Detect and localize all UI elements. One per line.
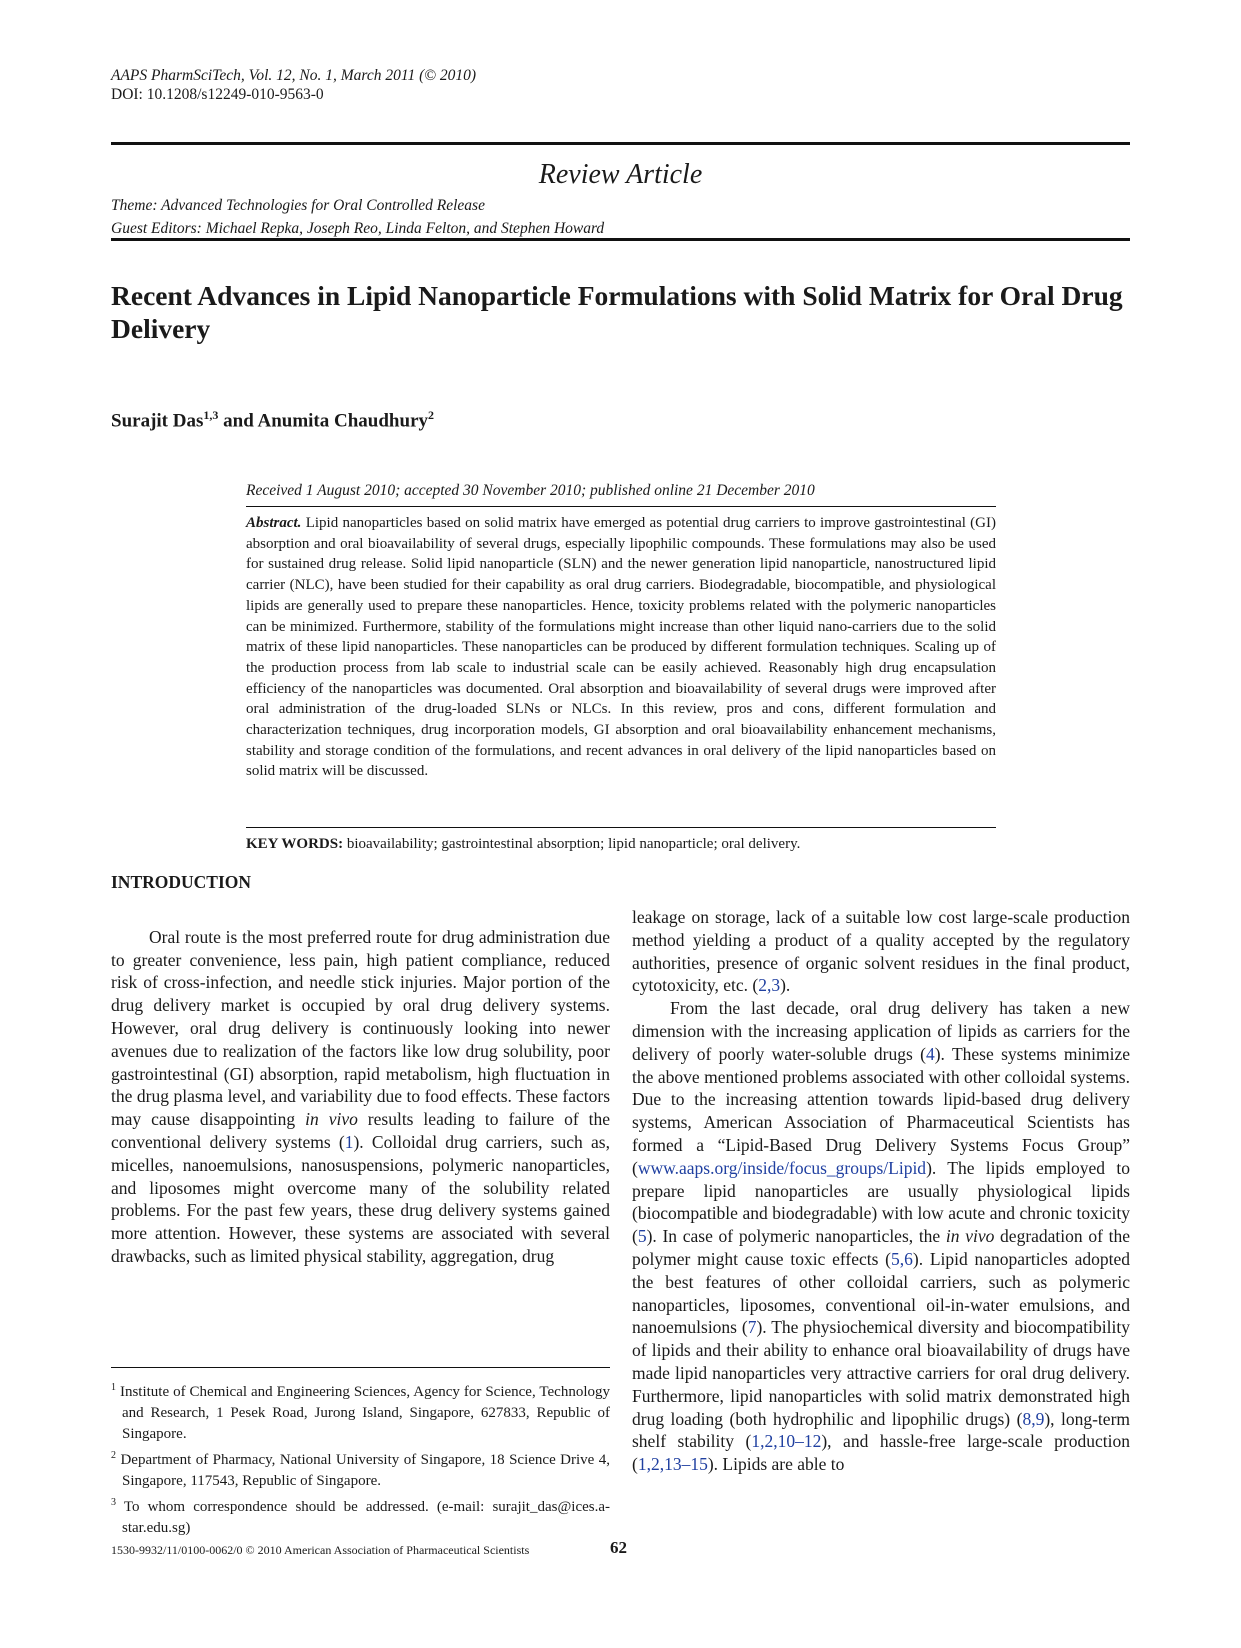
citation-link[interactable]: 8,9 [1022, 1408, 1045, 1429]
paragraph: Oral route is the most preferred route for drug administration due to greater convenience, less pain, high patient compliance, reduced risk of cross-infection, and needle stick injuries. Major portion of the drug delivery market is occupied by oral drug delivery systems. However, oral drug delivery is continuously looking into newer avenues due to realization of the factors like low drug solubility, poor gastrointestinal (GI) absorption, rapid metabolism, high fluctuation in the drug plasma level, and variability due to food effects. These factors may cause disappointing in vivo results leading to failure of the conventional delivery systems (1). Colloidal drug carriers, such as, micelles, nanoemulsions, nanosuspensions, polymeric nanoparticles, and liposomes might overcome many of the solubility related problems. For the past few years, these drug delivery systems gained more attention. However, these systems are associated with several drawbacks, such as limited physical stability, aggregation, drug [111, 926, 610, 1266]
footer-issn: 1530-9932/11/0100-0062/0 © 2010 American Association of Pharmaceutical Scientists [111, 1543, 530, 1557]
journal-header [111, 66, 476, 104]
abstract [246, 513, 996, 782]
theme: Theme: Advanced Technologies for Oral Controlled Release [111, 197, 485, 214]
affiliation-marker: 2 [428, 408, 434, 422]
paragraph: leakage on storage, lack of a suitable low cost large-scale production method yielding a product of a quality accepted by the regulatory authorities, presence of organic solvent residues in the final product, cytotoxicity, etc. (2,3). [632, 907, 1130, 996]
footnotes [111, 1377, 610, 1539]
italic-term: in vivo [945, 1226, 995, 1247]
journal-citation: AAPS PharmSciTech, Vol. 12, No. 1, March 2011 (© 2010) [111, 67, 477, 84]
footnote: $^2$ Department of Pharmacy, National University of Singapore, 18 Science Drive 4, Singapore, 117543, Republic of Singapore. [111, 1450, 611, 1489]
citation-link[interactable]: 5,6 [891, 1248, 913, 1269]
header-bottom-rule [111, 238, 1130, 241]
left-column [111, 871, 610, 1268]
doi[interactable]: DOI: 10.1208/s12249-010-9563-0 [111, 86, 324, 103]
citation-link[interactable]: 4 [925, 1043, 935, 1064]
top-rule [111, 142, 1130, 145]
received-dates: Received 1 August 2010; accepted 30 November 2010; published online 21 December 2010 [246, 482, 815, 499]
paragraph: From the last decade, oral drug delivery has taken a new dimension with the increasing application of lipids as carriers for the delivery of poorly water-soluble drugs (4). These systems minimize the above mentioned problems associated with other colloidal systems. Due to the increasing attention towards lipid-based drug delivery systems, American Association of Pharmaceutical Scientists has formed a “Lipid-Based Drug Delivery Systems Focus Group” (www.aaps.org/inside/focus_groups/Lipid). The lipids employed to prepare lipid nanoparticles are usually physiological lipids (biocompatible and biodegradable) with low acute and chronic toxicity (5). In case of polymeric nanoparticles, the in vivo degradation of the polymer might cause toxic effects (5,6). Lipid nanoparticles adopted the best features of other colloidal carriers, such as polymeric nanoparticles, liposomes, conventional oil-in-water emulsions, and nanoemulsions (7). The physiochemical diversity and biocompatibility of lipids and their ability to enhance oral bioavailability of drugs have made lipid nanoparticles very attractive carriers for oral drug delivery. Furthermore, lipid nanoparticles with solid matrix demonstrated high drug loading (both hydrophilic and lipophilic drugs) (8,9), long-term shelf stability (1,2,10–12), and hassle-free large-scale production (1,2,13–15). Lipids are able to [632, 998, 1131, 1475]
abstract-bottom-rule [246, 827, 996, 828]
abstract-label: Abstract. [246, 515, 302, 531]
keywords-text: bioavailability; gastrointestinal absorption; lipid nanoparticle; oral delivery. [346, 836, 801, 852]
authors [111, 408, 434, 432]
footnote-rule [111, 1367, 610, 1368]
italic-term: in vivo [305, 1109, 358, 1130]
abstract-text: Lipid nanoparticles based on solid matrix have emerged as potential drug carriers to improve gastrointestinal (GI) absorption and oral bioavailability of several drugs, especially lipophilic compounds. These formulations may also be used for sustained drug release. Solid lipid nanoparticle (SLN) and the newer generation lipid nanoparticle, nanostructured lipid carrier (NLC), have been studied for their capability as oral drug carriers. Biodegradable, biocompatible, and physiological lipids are generally used to prepare these nanoparticles. Hence, toxicity problems related with the polymeric nanoparticles can be minimized. Furthermore, stability of the formulations might increase than other liquid nano-carriers due to the solid matrix of these lipid nanoparticles. These nanoparticles can be produced by different formulation techniques. Scaling up of the production process from lab scale to industrial scale can be easily achieved. Reasonably high drug encapsulation efficiency of the nanoparticles was documented. Oral absorption and bioavailability of several drugs were improved after oral administration of the drug-loaded SLNs or NLCs. In this review, pros and cons, different formulation and characterization techniques, drug incorporation models, GI absorption and oral bioavailability enhancement mechanisms, stability and storage condition of the formulations, and recent advances in oral delivery of the lipid nanoparticles based on solid matrix will be discussed. [246, 515, 997, 780]
article-type: Review Article [538, 159, 703, 190]
keywords-label: KEY WORDS: [246, 836, 344, 852]
section-heading: INTRODUCTION [111, 872, 252, 892]
author-name[interactable]: Surajit Das [111, 410, 204, 432]
author-conjunction: and [223, 410, 254, 432]
guest-editors: Guest Editors: Michael Repka, Joseph Reo, Linda Felton, and Stephen Howard [111, 220, 605, 237]
affiliation-marker: 1,3 [203, 408, 219, 422]
citation-link[interactable]: 1,2,13–15 [637, 1454, 708, 1475]
citation-link[interactable]: 1,2,10–12 [751, 1431, 822, 1452]
page-number: 62 [610, 1538, 627, 1557]
abstract-top-rule [246, 506, 996, 507]
footnote: $^1$ Institute of Chemical and Engineering Sciences, Agency for Science, Technology and Research, 1 Pesek Road, Jurong Island, Singapore, 627833, Republic of Singapore. [111, 1382, 611, 1442]
theme-block [111, 194, 604, 240]
footnote: $^3$ To whom correspondence should be addressed. (e-mail: surajit_das@ices.a-star.edu.sg) [111, 1497, 610, 1536]
right-column [632, 906, 1130, 1476]
author-name[interactable]: Anumita Chaudhury [257, 410, 428, 432]
citation-link[interactable]: 7 [747, 1317, 757, 1338]
article-title: Recent Advances in Lipid Nanoparticle Formulations with Solid Matrix for Oral Drug Delivery [111, 280, 1123, 344]
citation-link[interactable]: 5 [637, 1226, 647, 1247]
keywords [246, 836, 996, 853]
citation-link[interactable]: 1 [344, 1131, 354, 1152]
url-link[interactable]: www.aaps.org/inside/focus_groups/Lipid [637, 1157, 927, 1178]
citation-link[interactable]: 2,3 [758, 975, 781, 996]
